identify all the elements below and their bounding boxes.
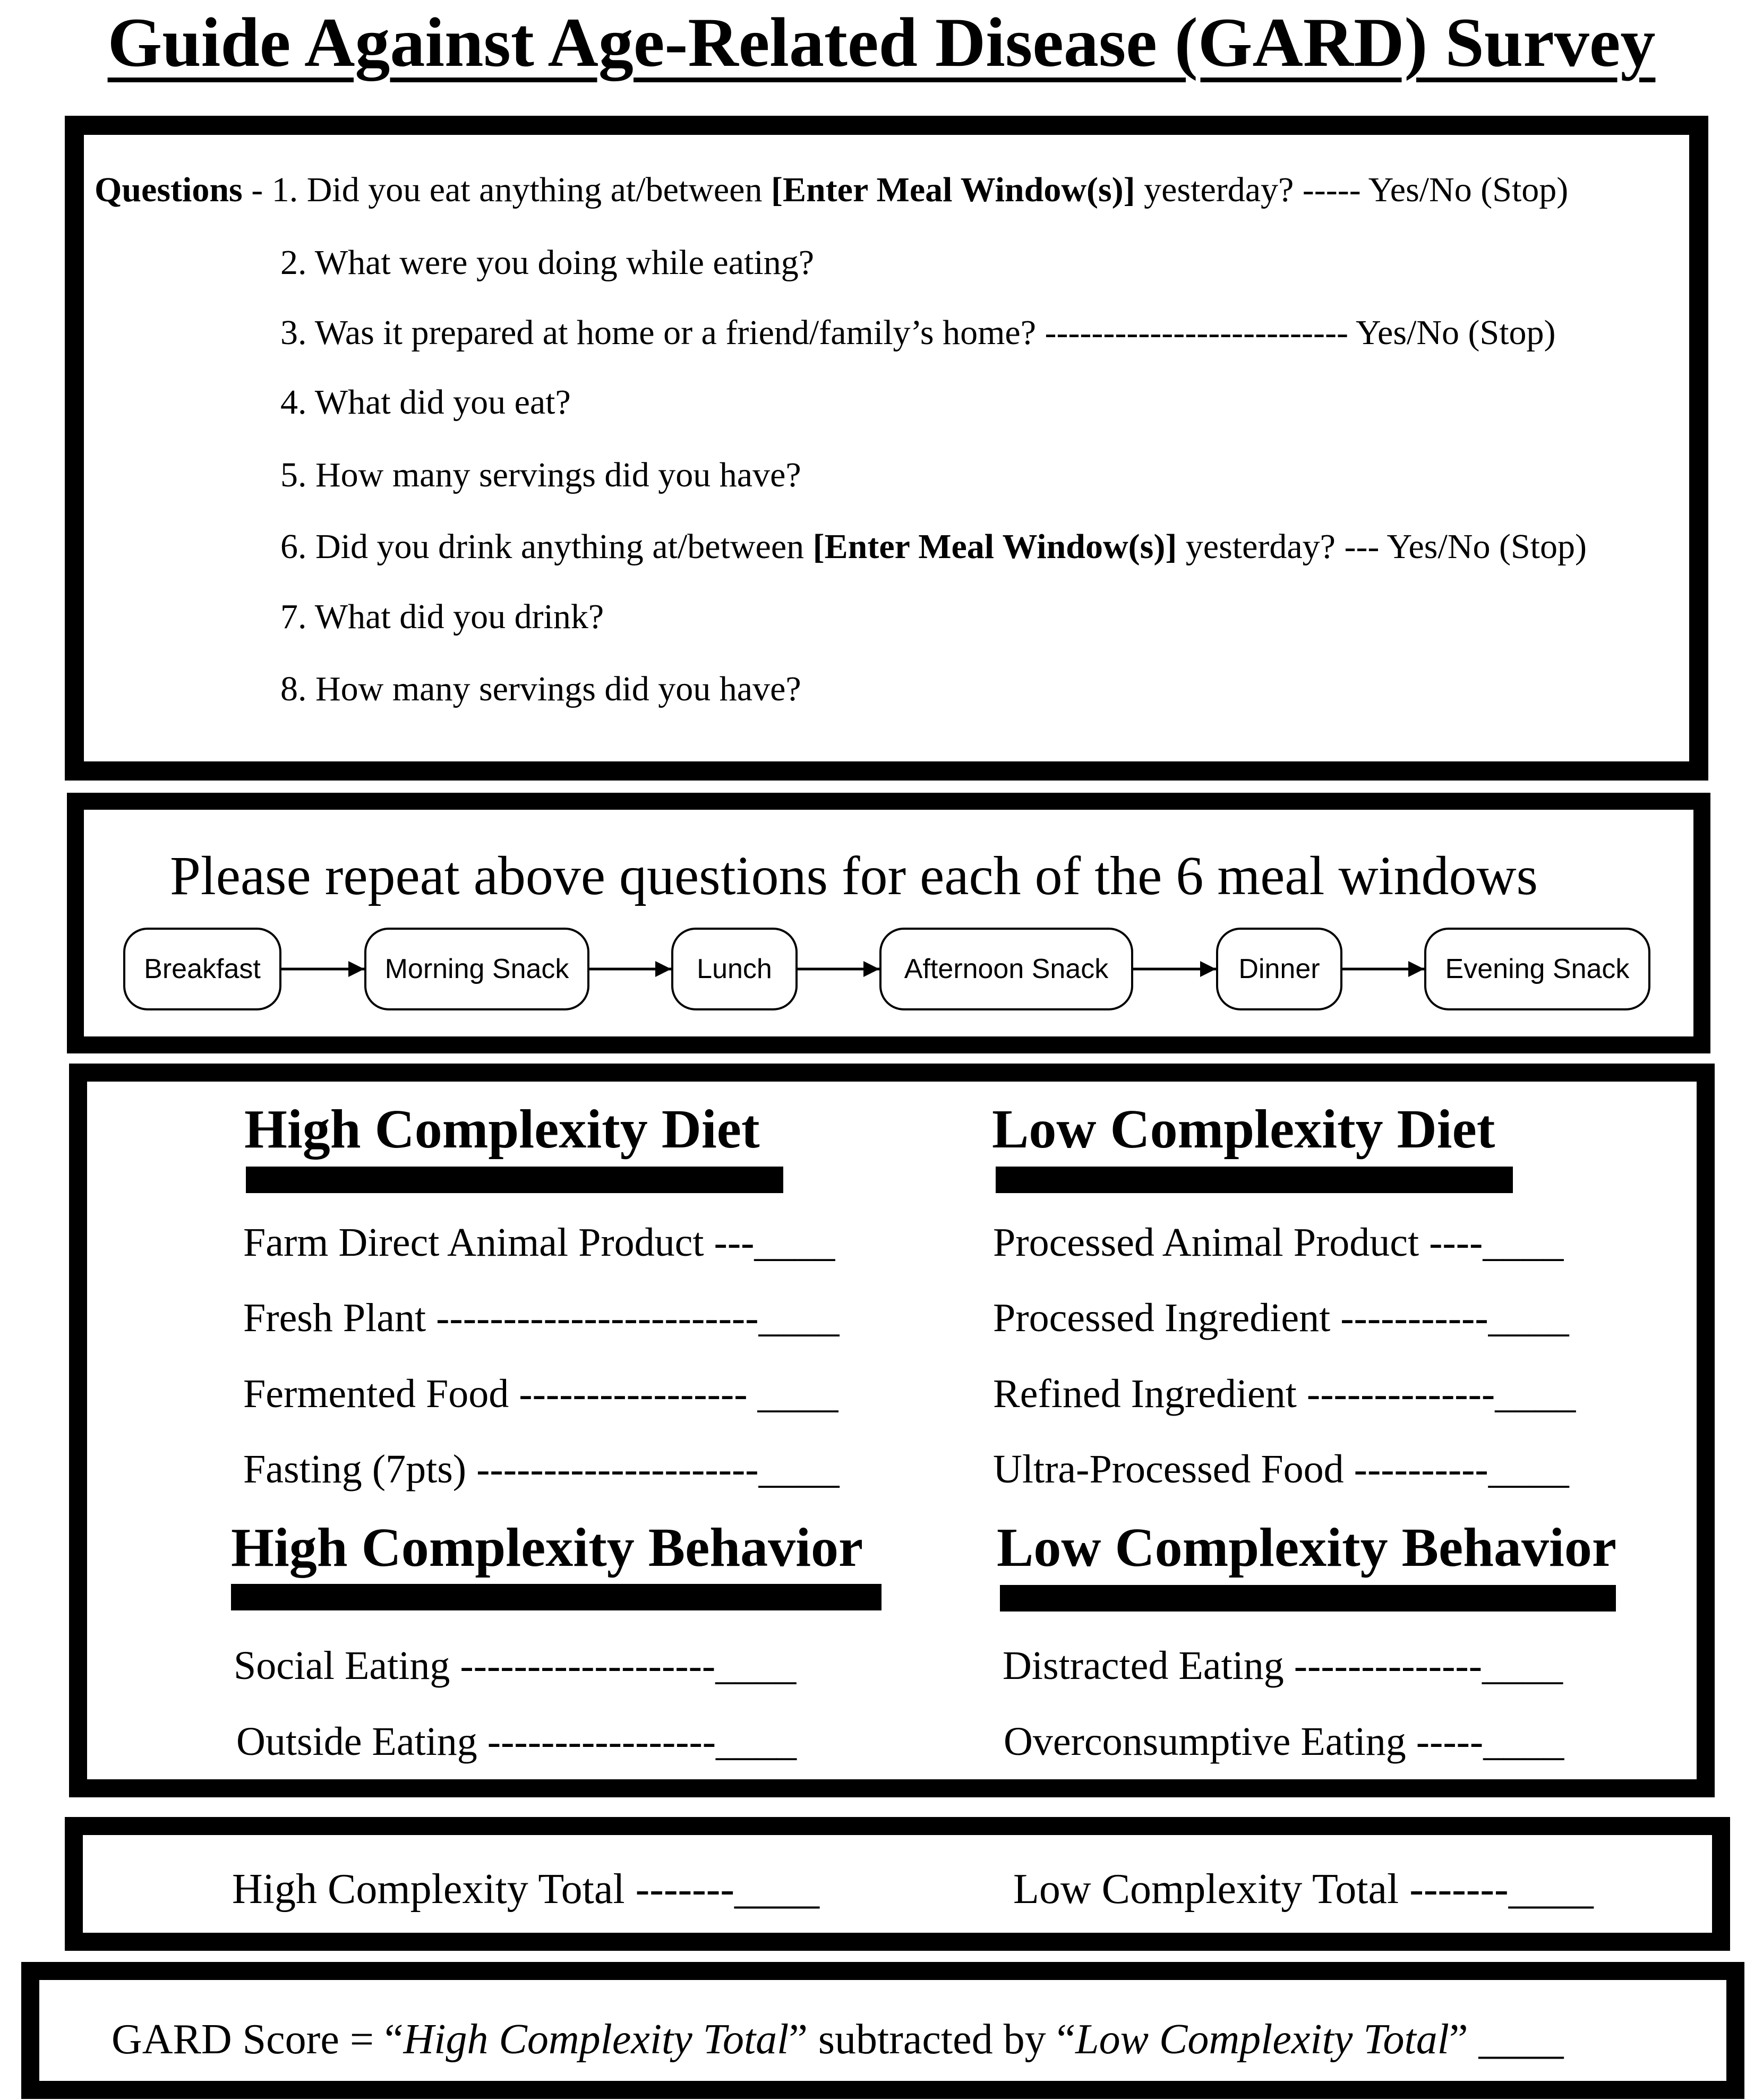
step-afternoon-snack: Afternoon Snack xyxy=(879,928,1133,1010)
questions-separator: - xyxy=(242,170,272,209)
question-1-text: 1. Did you eat anything at/between xyxy=(271,170,771,209)
low-diet-item: Refined Ingredient --------------____ xyxy=(993,1372,1576,1416)
question-8 xyxy=(280,668,801,710)
question-4 xyxy=(280,381,571,424)
step-evening-snack: Evening Snack xyxy=(1424,928,1650,1010)
survey-title-text: Guide Against Age-Related Disease (GARD) Survey xyxy=(107,3,1656,81)
step-morning-snack: Morning Snack xyxy=(364,928,589,1010)
high-diet-heading: High Complexity Diet xyxy=(244,1099,760,1160)
score-low-term: Low Complexity Total xyxy=(1075,2016,1449,2063)
questions-prefix: Questions xyxy=(95,170,243,209)
low-diet-bar xyxy=(996,1167,1513,1193)
high-diet-item: Farm Direct Animal Product ---____ xyxy=(243,1220,835,1265)
question-2-text: 2. What were you doing while eating? xyxy=(280,243,814,282)
question-6-placeholder: [Enter Meal Window(s)] xyxy=(812,527,1177,566)
gard-score-formula xyxy=(112,2014,1563,2065)
low-behavior-item: Overconsumptive Eating -----____ xyxy=(1004,1719,1564,1764)
high-diet-item: Fresh Plant ------------------------____ xyxy=(243,1296,840,1340)
step-breakfast: Breakfast xyxy=(123,928,281,1010)
high-diet-bar xyxy=(246,1167,783,1193)
low-diet-item: Processed Animal Product ----____ xyxy=(993,1220,1564,1265)
question-1-placeholder: [Enter Meal Window(s)] xyxy=(771,170,1135,209)
question-5 xyxy=(280,454,801,496)
high-behavior-bar xyxy=(231,1584,882,1610)
high-diet-item: Fasting (7pts) ---------------------____ xyxy=(243,1447,840,1492)
low-diet-item: Processed Ingredient -----------____ xyxy=(993,1296,1569,1340)
question-2 xyxy=(280,242,814,284)
high-behavior-heading: High Complexity Behavior xyxy=(231,1517,863,1578)
low-complexity-total: Low Complexity Total -------____ xyxy=(1013,1866,1594,1913)
question-1 xyxy=(95,169,1568,211)
question-3-text: 3. Was it prepared at home or a friend/family’s home? -------------------------- Yes/No (Stop) xyxy=(280,313,1556,352)
low-behavior-item: Distracted Eating --------------____ xyxy=(1003,1643,1563,1688)
survey-title xyxy=(0,0,1763,85)
low-diet-item: Ultra-Processed Food ----------____ xyxy=(993,1447,1569,1492)
high-behavior-item: Outside Eating -----------------____ xyxy=(236,1719,797,1764)
question-5-text: 5. How many servings did you have? xyxy=(280,456,801,494)
question-1-answer: yesterday? ----- Yes/No (Stop) xyxy=(1135,170,1569,209)
question-8-text: 8. How many servings did you have? xyxy=(280,670,801,708)
question-7-text: 7. What did you drink? xyxy=(280,597,604,636)
meal-windows-box xyxy=(67,793,1710,1053)
question-4-text: 4. What did you eat? xyxy=(280,383,571,422)
score-high-term: High Complexity Total xyxy=(403,2016,789,2063)
question-6-text: 6. Did you drink anything at/between xyxy=(280,527,813,566)
low-diet-heading: Low Complexity Diet xyxy=(992,1099,1495,1160)
high-behavior-item: Social Eating -------------------____ xyxy=(234,1643,797,1688)
question-3 xyxy=(280,312,1556,354)
question-6 xyxy=(280,526,1587,568)
low-behavior-heading: Low Complexity Behavior xyxy=(997,1517,1617,1578)
question-6-answer: yesterday? --- Yes/No (Stop) xyxy=(1177,527,1587,566)
score-middle: ” subtracted by “ xyxy=(789,2016,1076,2063)
low-behavior-bar xyxy=(1000,1585,1616,1612)
repeat-instruction: Please repeat above questions for each of the 6 meal windows xyxy=(170,845,1538,906)
step-dinner: Dinner xyxy=(1216,928,1342,1010)
high-complexity-total: High Complexity Total -------____ xyxy=(232,1866,820,1913)
high-diet-item: Fermented Food ----------------- ____ xyxy=(243,1372,838,1416)
step-lunch: Lunch xyxy=(671,928,798,1010)
score-blank: ” ____ xyxy=(1449,2016,1564,2063)
score-lead: GARD Score = “ xyxy=(112,2016,404,2063)
question-7 xyxy=(280,596,604,638)
